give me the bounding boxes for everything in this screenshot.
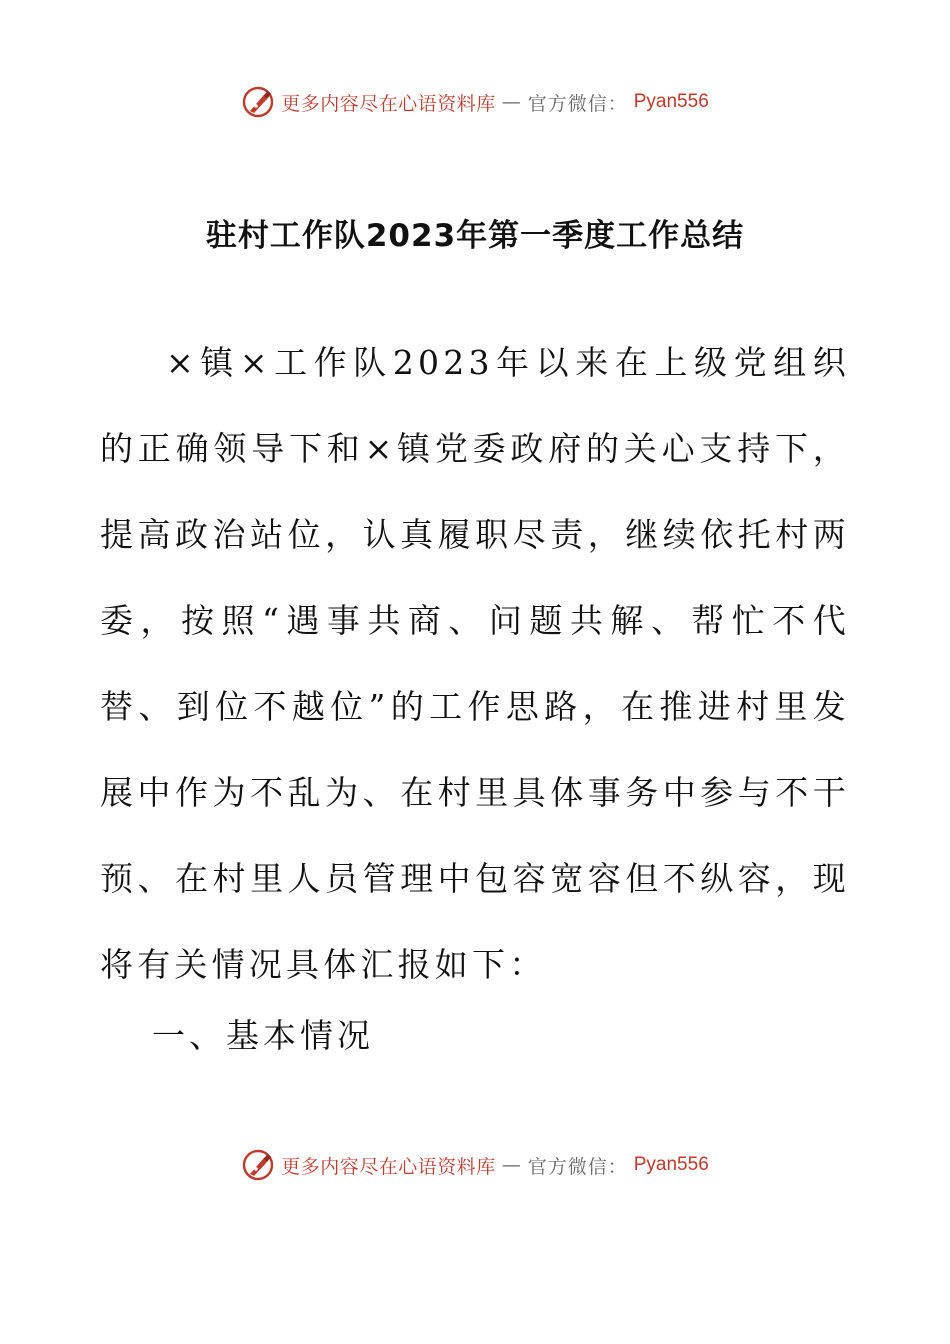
watermark-wechat-id: Pyan556 xyxy=(633,1154,709,1175)
watermark-wechat-label: 官方微信： xyxy=(527,92,628,115)
watermark-site-text: 更多内容尽在心语资料库 xyxy=(281,1155,496,1178)
watermark-site-text: 更多内容尽在心语资料库 xyxy=(281,92,496,115)
section-heading: 一、基本情况 xyxy=(152,1016,374,1055)
document-title: 驻村工作队2023年第一季度工作总结 xyxy=(205,218,745,254)
watermark-separator: — xyxy=(501,91,522,113)
watermark-wechat-label: 官方微信： xyxy=(527,1155,628,1178)
body-paragraph: ×镇×工作队2023年以来在上级党组织的正确领导下和×镇党委政府的关心支持下，提高政治站位，认真履职尽责，继续依托村两委，按照“遇事共商、问题共解、帮忙不代替、到位不越位”的工作思路，在推进村里发展中作为不乱为、在村里具体事务中参与不干预、在村里人员管理中包容宽容但不纵容，现将有关情况具体汇报如下： xyxy=(100,343,850,984)
pen-nib-logo-icon xyxy=(241,85,275,119)
footer-watermark xyxy=(0,1145,950,1185)
header-watermark xyxy=(0,82,950,122)
pen-nib-logo-icon xyxy=(241,1148,275,1182)
watermark-wechat-id: Pyan556 xyxy=(633,91,709,112)
watermark-separator: — xyxy=(501,1154,522,1176)
